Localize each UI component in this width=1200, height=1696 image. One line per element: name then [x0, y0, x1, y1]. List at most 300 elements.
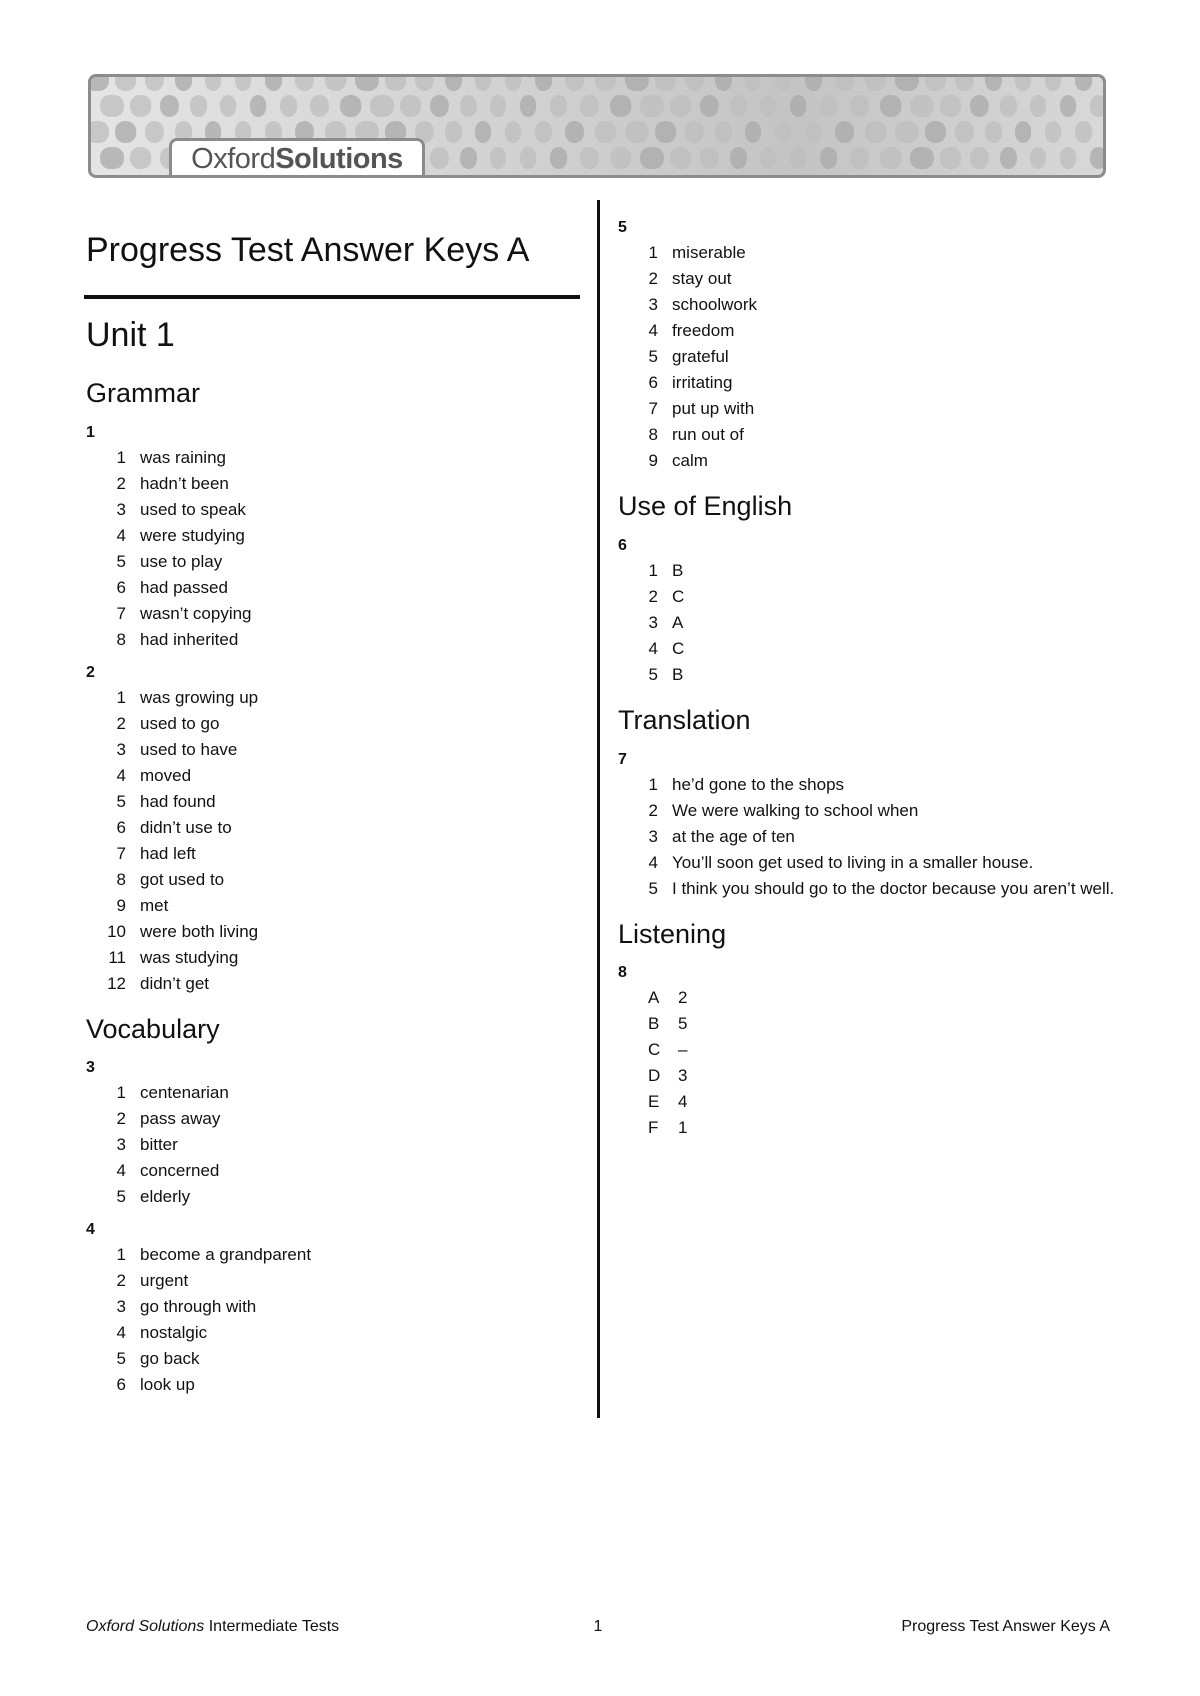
answer-text: centenarian: [140, 1083, 229, 1103]
banner-capsule: [1060, 95, 1076, 117]
answer-item: [618, 824, 1118, 850]
banner-capsule: [820, 147, 837, 169]
banner-capsule: [280, 95, 297, 117]
banner-capsule: [925, 121, 946, 143]
answer-text: urgent: [140, 1271, 189, 1291]
right-top-exercise: [618, 216, 1118, 474]
exercise-8: [618, 961, 1118, 1141]
banner-capsule: [115, 77, 136, 91]
banner-capsule: [940, 95, 961, 117]
banner-capsule: [565, 121, 584, 143]
logo-text: [191, 143, 403, 176]
answer-number: 5: [116, 551, 126, 571]
answer-item: [618, 292, 1118, 318]
banner-capsule: [685, 77, 704, 91]
answer-text: met: [140, 895, 169, 915]
exercise-1: [86, 421, 580, 653]
answer-number: F: [648, 1118, 659, 1138]
banner-capsule: [145, 121, 164, 143]
banner-capsule: [595, 77, 616, 91]
answer-item: [618, 1089, 1118, 1115]
banner-capsule: [1030, 95, 1046, 117]
answer-text: was raining: [140, 447, 226, 467]
answer-number: 3: [116, 1135, 126, 1155]
banner-capsule: [775, 121, 791, 143]
answer-number: 3: [116, 739, 126, 759]
banner-capsule: [220, 95, 236, 117]
banner-capsule: [715, 121, 732, 143]
banner-capsule: [685, 121, 704, 143]
answer-text: had inherited: [140, 629, 239, 649]
answer-number: 4: [116, 1323, 126, 1343]
exercise-number: 1: [86, 423, 95, 441]
banner-capsule: [940, 147, 961, 169]
answer-item: [618, 798, 1118, 824]
answer-item: [86, 523, 580, 549]
banner-capsule: [400, 95, 421, 117]
banner-capsule: [745, 121, 761, 143]
answer-number: 3: [648, 612, 658, 632]
answer-item: [618, 422, 1118, 448]
banner-capsule: [790, 95, 806, 117]
page-footer: [86, 1618, 1110, 1642]
section-title-vocabulary: Vocabulary: [86, 1013, 220, 1044]
right-column: [618, 196, 1118, 1149]
answer-number: 6: [648, 373, 658, 392]
answer-item: [86, 1320, 580, 1346]
page-title: Progress Test Answer Keys A: [86, 231, 530, 269]
banner-capsule: [1000, 95, 1017, 117]
answer-number: B: [648, 1014, 660, 1034]
left-sections: [86, 377, 580, 1399]
banner-capsule: [910, 147, 934, 169]
answer-list: [618, 985, 1118, 1141]
answer-list: [618, 240, 1118, 474]
answer-text: bitter: [140, 1135, 178, 1155]
answer-item: [86, 497, 580, 523]
exercise-number: 8: [618, 964, 627, 982]
answer-number: 6: [116, 577, 126, 597]
answer-item: [86, 471, 580, 497]
answer-item: [86, 685, 580, 711]
answer-text: didn’t use to: [140, 817, 232, 837]
answer-item: [618, 1011, 1118, 1037]
section-title-listening: Listening: [618, 918, 727, 949]
banner-capsule: [91, 121, 109, 143]
answer-number: C: [648, 1040, 661, 1060]
logo-part-solutions: Solutions: [275, 143, 403, 175]
answer-text: go back: [140, 1349, 200, 1369]
answer-text: calm: [672, 451, 708, 470]
answer-item: [86, 867, 580, 893]
banner-capsule: [610, 95, 631, 117]
footer-series-level: Intermediate Tests: [204, 1618, 340, 1635]
answer-text: didn’t get: [140, 973, 209, 993]
answer-text: 4: [678, 1092, 688, 1112]
answer-text: got used to: [140, 869, 225, 889]
banner-capsule: [880, 95, 901, 117]
banner-capsule: [655, 121, 676, 143]
answer-list: [86, 1080, 580, 1210]
banner-capsule: [265, 77, 282, 91]
column-divider: [597, 200, 600, 1418]
banner-capsule: [895, 121, 919, 143]
banner-capsule: [610, 147, 631, 169]
answer-text: was studying: [140, 947, 239, 967]
banner-capsule: [535, 121, 552, 143]
answer-text: B: [672, 560, 684, 580]
answer-item: [86, 1184, 580, 1210]
answer-number: 2: [648, 800, 658, 820]
answer-number: 8: [648, 425, 658, 444]
banner-capsule: [550, 147, 567, 169]
answer-item: [618, 662, 1118, 688]
answer-number: 7: [116, 603, 126, 623]
answer-list: [86, 1242, 580, 1398]
answer-item: [86, 945, 580, 971]
answer-text: used to speak: [140, 499, 246, 519]
banner-capsule: [895, 77, 919, 91]
banner-capsule: [625, 121, 649, 143]
answer-text: had passed: [140, 577, 228, 597]
banner-capsule: [520, 95, 536, 117]
answer-item: [86, 1372, 580, 1398]
answer-number: D: [648, 1066, 661, 1086]
banner-capsule: [130, 95, 151, 117]
answer-number: 9: [116, 895, 126, 915]
banner-capsule: [970, 95, 989, 117]
answer-text: C: [672, 586, 685, 606]
answer-item: [86, 893, 580, 919]
logo-part-oxford: Oxford: [191, 143, 276, 175]
banner-capsule: [1075, 77, 1092, 91]
answer-number: 5: [116, 1187, 126, 1207]
answer-number: 4: [648, 321, 658, 340]
answer-text: wasn’t copying: [140, 603, 252, 623]
answer-item: [618, 370, 1118, 396]
answer-text: look up: [140, 1375, 195, 1395]
answer-number: 3: [116, 1297, 126, 1317]
answer-list: [86, 445, 580, 653]
answer-text: B: [672, 664, 684, 684]
answer-number: 1: [116, 1245, 126, 1265]
answer-text: stay out: [672, 269, 732, 288]
exercise-number: 7: [618, 750, 627, 768]
answer-item: [618, 876, 1118, 902]
exercise-3: [86, 1056, 580, 1210]
answer-number: 6: [116, 1375, 126, 1395]
answer-text: schoolwork: [672, 295, 758, 314]
banner-capsule: [715, 77, 732, 91]
answer-item: [86, 575, 580, 601]
answer-text: 3: [678, 1066, 688, 1086]
banner-capsule: [655, 77, 676, 91]
answer-item: [618, 318, 1118, 344]
answer-number: 2: [116, 713, 126, 733]
answer-number: 2: [116, 473, 126, 493]
answer-item: [86, 1132, 580, 1158]
banner-capsule: [970, 147, 989, 169]
answer-number: 1: [648, 243, 658, 262]
answer-item: [618, 1115, 1118, 1141]
answer-text: had found: [140, 791, 216, 811]
answer-text: had left: [140, 843, 196, 863]
answer-item: [86, 919, 580, 945]
banner-capsule: [1075, 121, 1092, 143]
answer-text: were studying: [140, 525, 245, 545]
answer-item: [618, 985, 1118, 1011]
answer-item: [618, 240, 1118, 266]
banner-capsule: [175, 77, 192, 91]
answer-list: [86, 685, 580, 997]
answer-item: [618, 636, 1118, 662]
answer-number: 1: [648, 560, 658, 580]
brand-logo: [169, 138, 425, 178]
answer-number: 4: [116, 1161, 126, 1181]
answer-number: 3: [648, 295, 658, 314]
answer-text: concerned: [140, 1161, 220, 1181]
answer-text: used to have: [140, 739, 238, 759]
left-column: [86, 196, 580, 1406]
banner-capsule: [310, 95, 329, 117]
banner-capsule: [445, 121, 462, 143]
answer-number: 7: [648, 399, 658, 418]
answer-number: 3: [648, 826, 658, 846]
banner-capsule: [235, 77, 251, 91]
banner-capsule: [805, 121, 822, 143]
answer-item: [86, 711, 580, 737]
banner-capsule: [1000, 147, 1017, 169]
answer-item: [86, 841, 580, 867]
exercise-5: [618, 216, 1118, 474]
answer-item: [86, 971, 580, 997]
banner-capsule: [835, 77, 854, 91]
banner-capsule: [355, 77, 379, 91]
banner-capsule: [760, 95, 776, 117]
header-banner: [88, 74, 1106, 178]
answer-text: run out of: [672, 425, 744, 444]
answer-text: grateful: [672, 347, 729, 366]
banner-capsule: [250, 95, 266, 117]
answer-item: [618, 1037, 1118, 1063]
answer-number: 2: [116, 1109, 126, 1129]
banner-capsule: [160, 95, 179, 117]
answer-text: use to play: [140, 551, 223, 571]
answer-text: –: [678, 1040, 688, 1060]
answer-number: 3: [116, 499, 126, 519]
answer-item: [86, 789, 580, 815]
banner-capsule: [190, 95, 207, 117]
banner-capsule: [100, 95, 124, 117]
banner-capsule: [460, 95, 477, 117]
answer-number: 11: [108, 947, 126, 967]
exercise-number: 6: [618, 536, 627, 554]
footer-series-name: Oxford Solutions: [86, 1618, 205, 1635]
answer-number: 2: [648, 586, 658, 606]
banner-capsule: [1090, 95, 1103, 117]
answer-text: at the age of ten: [672, 826, 795, 846]
answer-number: 1: [116, 687, 126, 707]
answer-item: [86, 1268, 580, 1294]
answer-number: 4: [116, 525, 126, 545]
banner-capsule: [475, 121, 491, 143]
answer-number: 5: [648, 347, 658, 366]
exercise-7: [618, 748, 1118, 902]
answer-item: [618, 584, 1118, 610]
banner-capsule: [340, 95, 361, 117]
answer-item: [618, 266, 1118, 292]
banner-capsule: [91, 77, 109, 91]
exercise-number: 2: [86, 663, 95, 681]
banner-capsule: [520, 147, 536, 169]
answer-item: [618, 558, 1118, 584]
banner-capsule: [385, 77, 406, 91]
section-title-translation: Translation: [618, 704, 751, 735]
banner-capsule: [145, 77, 164, 91]
banner-capsule: [835, 121, 854, 143]
banner-capsule: [865, 121, 886, 143]
answer-number: 1: [116, 447, 126, 467]
banner-capsule: [700, 95, 719, 117]
answer-text: put up with: [672, 399, 755, 418]
banner-capsule: [760, 147, 776, 169]
banner-capsule: [730, 147, 747, 169]
banner-capsule: [640, 95, 664, 117]
banner-capsule: [595, 121, 616, 143]
answer-text: go through with: [140, 1297, 257, 1317]
answer-number: 9: [648, 451, 658, 470]
answer-text: nostalgic: [140, 1323, 208, 1343]
answer-text: 2: [678, 988, 688, 1008]
answer-text: elderly: [140, 1187, 191, 1207]
banner-capsule: [640, 147, 664, 169]
banner-capsule: [565, 77, 584, 91]
banner-capsule: [775, 77, 791, 91]
answer-text: hadn’t been: [140, 473, 229, 493]
answer-item: [86, 1080, 580, 1106]
banner-capsule: [880, 147, 901, 169]
answer-item: [86, 1294, 580, 1320]
answer-text: were both living: [140, 921, 259, 941]
answer-item: [86, 549, 580, 575]
banner-capsule: [1045, 121, 1061, 143]
answer-number: 6: [116, 817, 126, 837]
answer-item: [86, 1346, 580, 1372]
answer-number: 8: [116, 629, 126, 649]
banner-capsule: [505, 121, 521, 143]
answer-text: 5: [678, 1014, 688, 1034]
banner-capsule: [475, 77, 491, 91]
exercise-number: 3: [86, 1059, 95, 1077]
answer-number: 5: [648, 878, 658, 898]
banner-capsule: [790, 147, 806, 169]
answer-number: 2: [648, 269, 658, 288]
banner-capsule: [985, 121, 1002, 143]
answer-number: 5: [116, 1349, 126, 1369]
exercise-number: 5: [618, 219, 627, 236]
banner-capsule: [955, 121, 974, 143]
answer-item: [618, 850, 1118, 876]
answer-item: [86, 815, 580, 841]
answer-number: 12: [107, 973, 126, 993]
answer-number: 1: [648, 774, 658, 794]
answer-number: 10: [107, 921, 126, 941]
answer-item: [86, 1242, 580, 1268]
answer-number: 1: [116, 1083, 126, 1103]
answer-text: freedom: [672, 321, 735, 340]
answer-text: was growing up: [140, 687, 259, 707]
answer-text: We were walking to school when: [672, 800, 919, 820]
answer-number: E: [648, 1092, 660, 1112]
answer-number: 8: [116, 869, 126, 889]
answer-item: [86, 737, 580, 763]
exercise-number: 4: [86, 1221, 95, 1239]
banner-capsule: [550, 95, 567, 117]
answer-number: 5: [648, 664, 658, 684]
answer-number: A: [648, 988, 660, 1008]
answer-text: moved: [140, 765, 192, 785]
banner-capsule: [850, 95, 869, 117]
answer-text: used to go: [140, 713, 220, 733]
banner-capsule: [205, 77, 221, 91]
answer-item: [618, 610, 1118, 636]
answer-text: become a grandparent: [140, 1245, 312, 1265]
answer-item: [618, 396, 1118, 422]
answer-text: pass away: [140, 1109, 221, 1129]
answer-text: he’d gone to the shops: [672, 774, 845, 794]
answer-text: C: [672, 638, 685, 658]
banner-capsule: [865, 77, 886, 91]
exercise-6: [618, 534, 1118, 688]
answer-text: miserable: [672, 243, 746, 262]
answer-number: 2: [116, 1271, 126, 1291]
banner-capsule: [100, 147, 124, 169]
answer-number: 4: [648, 852, 658, 872]
unit-title: Unit 1: [86, 315, 175, 354]
banner-capsule: [115, 121, 136, 143]
answer-item: [618, 344, 1118, 370]
answer-list: [618, 558, 1118, 688]
banner-capsule: [730, 95, 747, 117]
banner-capsule: [580, 95, 599, 117]
banner-capsule: [505, 77, 521, 91]
banner-capsule: [430, 95, 449, 117]
answer-item: [86, 445, 580, 471]
answer-text: A: [672, 612, 684, 632]
banner-capsule: [535, 77, 552, 91]
banner-capsule: [910, 95, 934, 117]
banner-capsule: [490, 147, 506, 169]
answer-number: 4: [116, 765, 126, 785]
banner-capsule: [1030, 147, 1046, 169]
banner-capsule: [955, 77, 974, 91]
banner-capsule: [700, 147, 719, 169]
banner-capsule: [325, 77, 346, 91]
banner-capsule: [625, 77, 649, 91]
banner-capsule: [805, 77, 822, 91]
banner-capsule: [925, 77, 946, 91]
banner-capsule: [850, 147, 869, 169]
answer-text: 1: [678, 1118, 688, 1138]
footer-publication: [86, 1618, 339, 1636]
answer-number: 5: [116, 791, 126, 811]
footer-doc-title: Progress Test Answer Keys A: [901, 1618, 1110, 1635]
answer-item: [618, 448, 1118, 474]
banner-capsule: [1090, 147, 1103, 169]
answer-item: [86, 1106, 580, 1132]
banner-capsule: [415, 77, 434, 91]
answer-item: [86, 601, 580, 627]
